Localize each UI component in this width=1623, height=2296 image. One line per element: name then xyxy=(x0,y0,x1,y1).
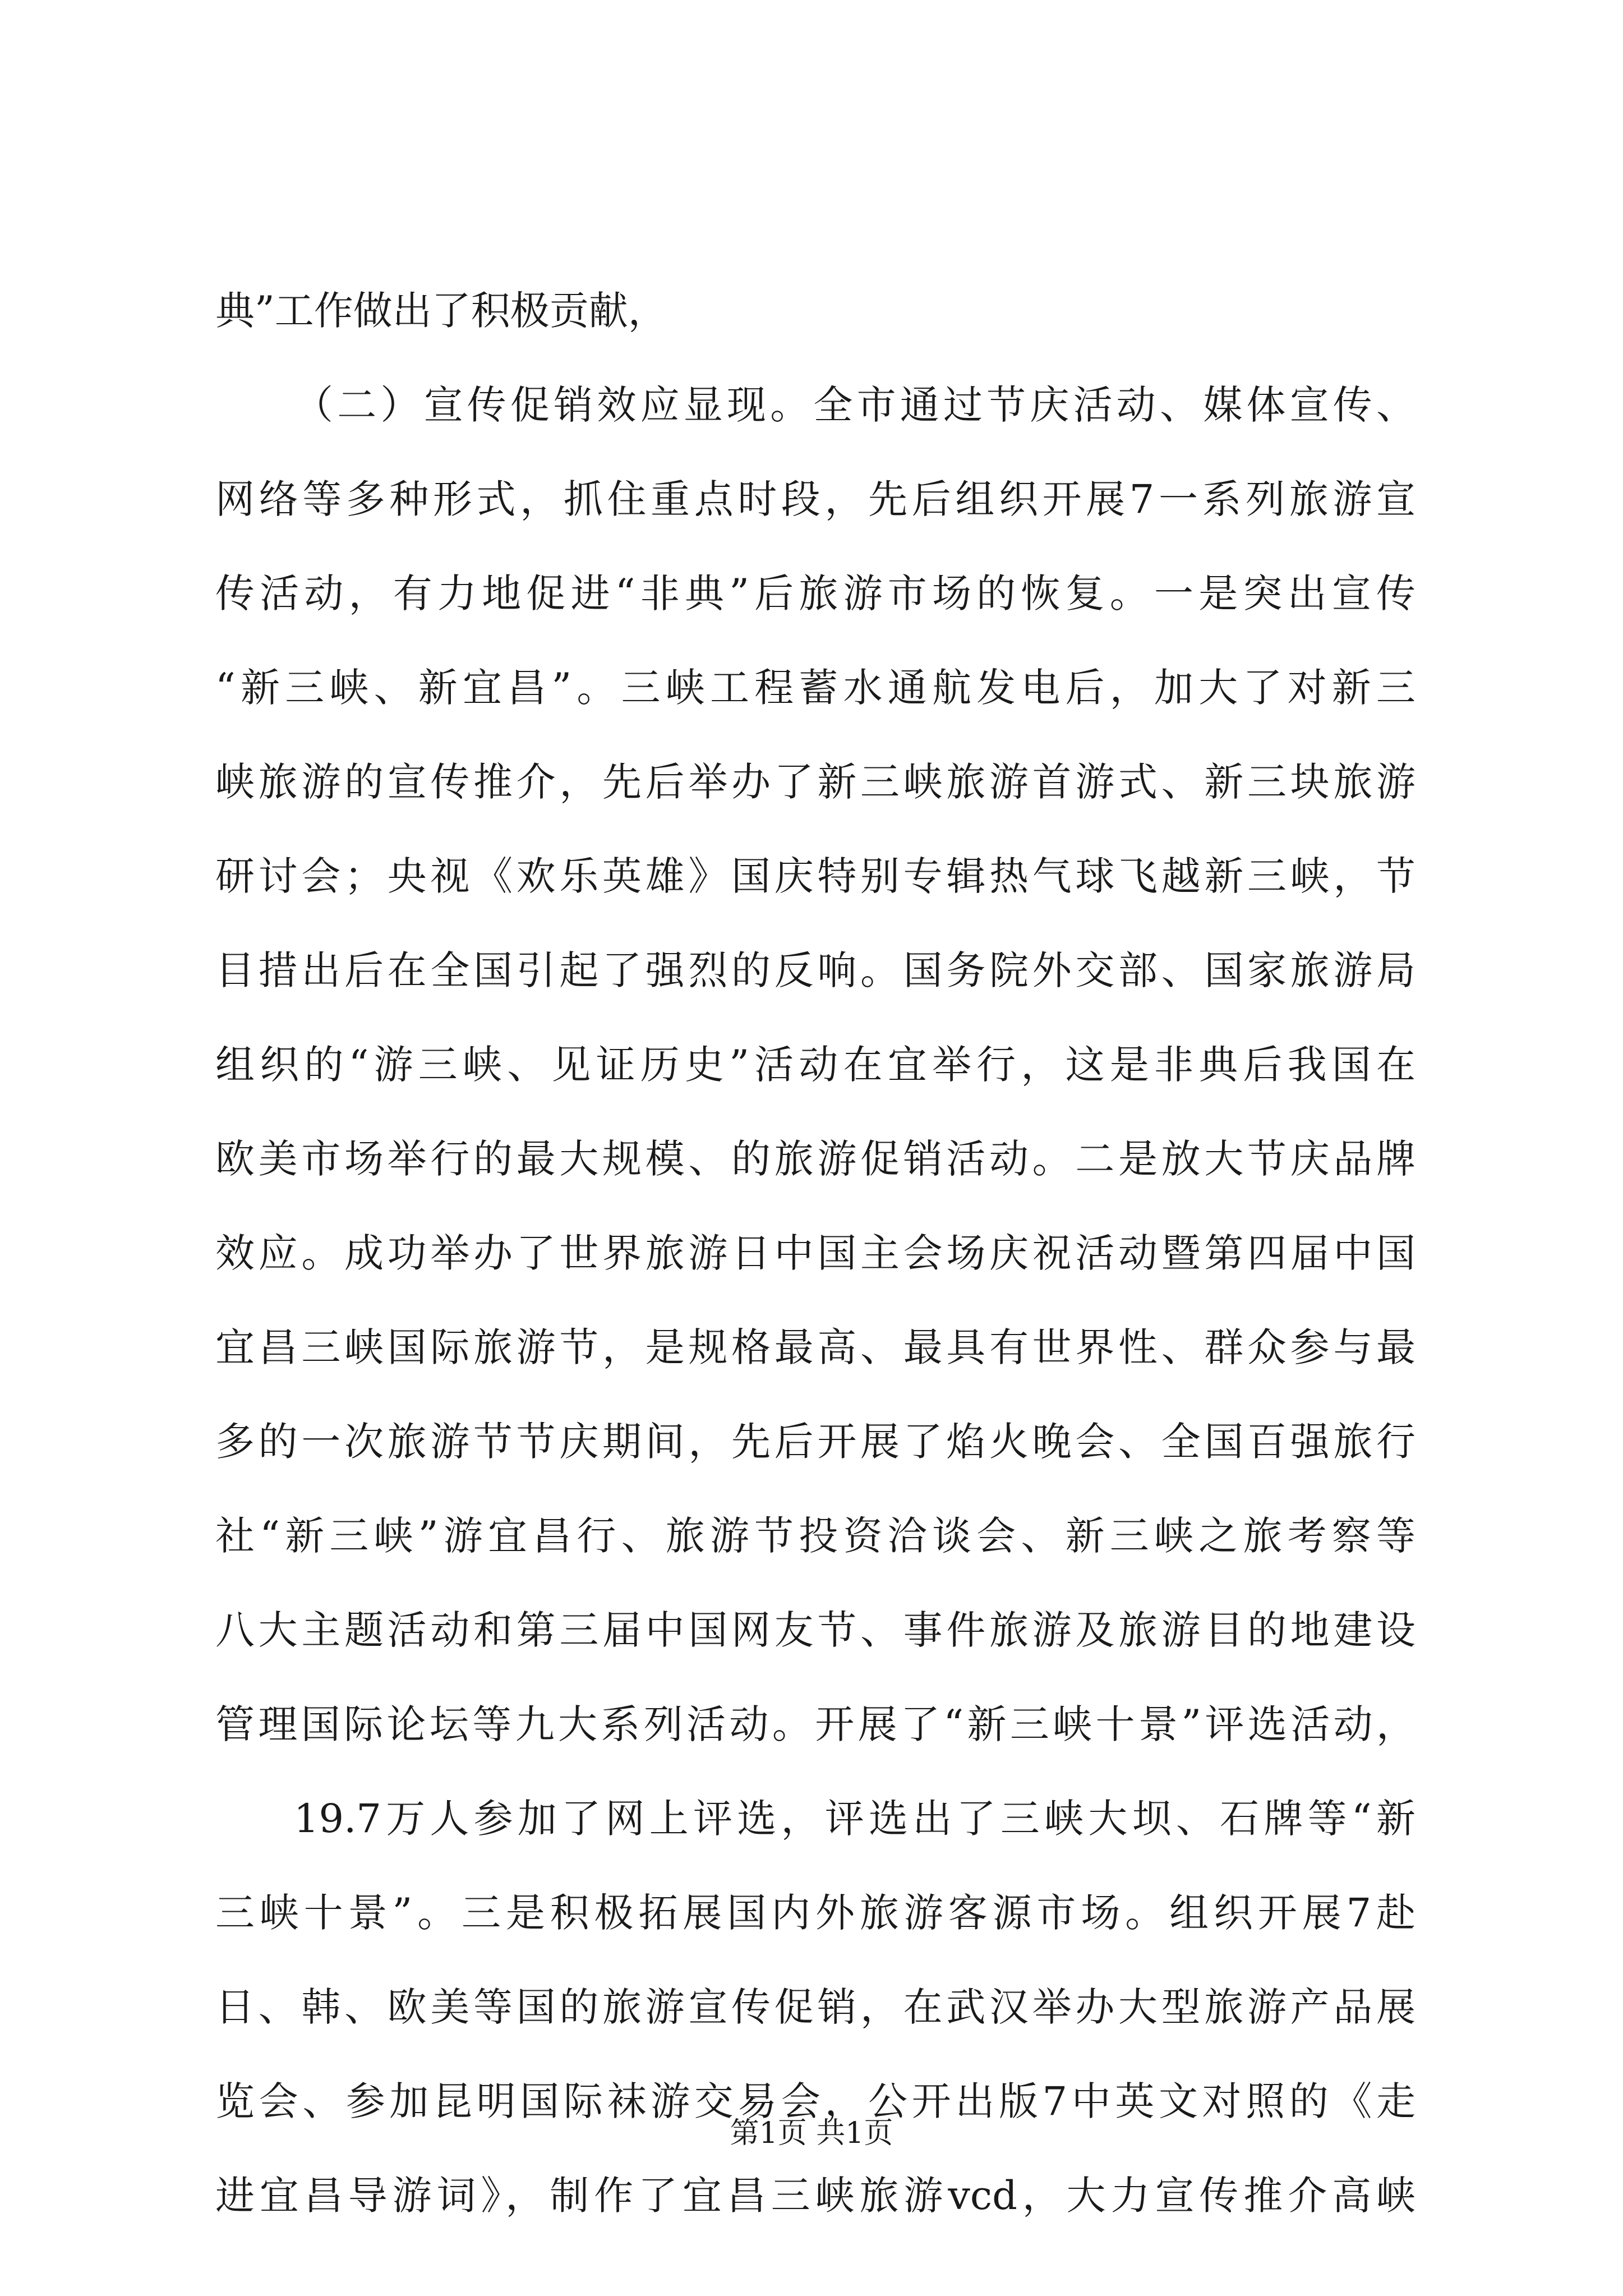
text-line: 组织的“游三峡、见证历史”活动在宜举行，这是非典后我国在 xyxy=(215,1042,1415,1088)
text-line: 网络等多种形式，抓住重点时段，先后组织开展7一系列旅游宣 xyxy=(215,476,1415,522)
text-line: 欧美市场举行的最大规模、的旅游促销活动。二是放大节庆品牌 xyxy=(215,1136,1415,1182)
paragraph-start-line: 19.7万人参加了网上评选，评选出了三峡大坝、石牌等“新 xyxy=(294,1796,1415,1842)
page-number-footer: 第1页 共1页 xyxy=(730,2116,893,2150)
document-body xyxy=(215,264,1415,2243)
text-line: 效应。成功举办了世界旅游日中国主会场庆祝活动暨第四届中国 xyxy=(215,1230,1415,1276)
text-line: 传活动，有力地促进“非典”后旅游市场的恢复。一是突出宣传 xyxy=(215,570,1415,616)
text-line: 览会、参加昆明国际袜游交易会，公开出版7中英文对照的《走 xyxy=(215,2078,1415,2124)
text-line: 宜昌三峡国际旅游节，是规格最高、最具有世界性、群众参与最 xyxy=(215,1324,1415,1370)
text-line: 研讨会；央视《欢乐英雄》国庆特别专辑热气球飞越新三峡，节 xyxy=(215,853,1415,899)
paragraph-start-line: （二）宣传促销效应显现。全市通过节庆活动、媒体宣传、 xyxy=(294,382,1415,428)
text-line: 典”工作做出了积极贡献， xyxy=(215,288,667,334)
text-line: 多的一次旅游节节庆期间，先后开展了焰火晚会、全国百强旅行 xyxy=(215,1419,1415,1465)
text-line: 管理国际论坛等九大系列活动。开展了“新三峡十景”评选活动， xyxy=(215,1701,1415,1747)
text-line: 目措出后在全国引起了强烈的反响。国务院外交部、国家旅游局 xyxy=(215,947,1415,993)
text-line: “新三峡、新宜昌”。三峡工程蓄水通航发电后，加大了对新三 xyxy=(215,665,1415,711)
text-line: 八大主题活动和第三届中国网友节、事件旅游及旅游目的地建设 xyxy=(215,1607,1415,1653)
text-line: 三峡十景”。三是积极拓展国内外旅游客源市场。组织开展7赴 xyxy=(215,1890,1415,1936)
text-line: 社“新三峡”游宜昌行、旅游节投资洽谈会、新三峡之旅考察等 xyxy=(215,1513,1415,1559)
text-line: 进宜昌导游词》，制作了宜昌三峡旅游vcd，大力宣传推介高峡 xyxy=(215,2173,1415,2219)
text-line: 峡旅游的宣传推介，先后举办了新三峡旅游首游式、新三块旅游 xyxy=(215,759,1415,805)
text-line: 日、韩、欧美等国的旅游宣传促销，在武汉举办大型旅游产品展 xyxy=(215,1984,1415,2030)
